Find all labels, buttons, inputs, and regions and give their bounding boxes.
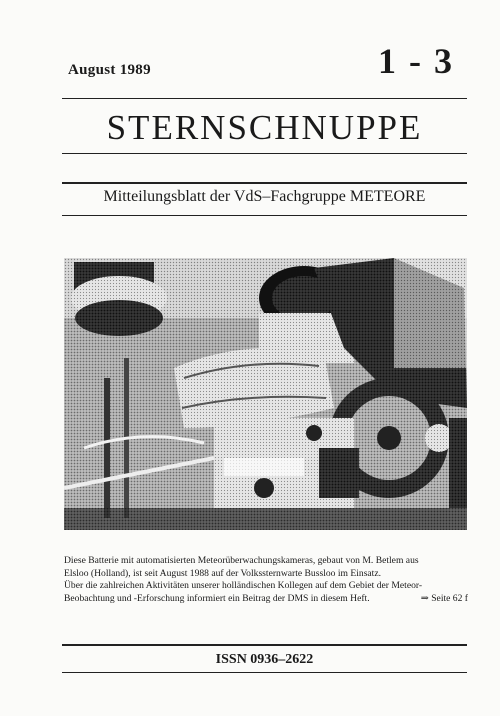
caption-line-3: Über die zahlreichen Aktivitäten unserer holländischen Kollegen auf dem Gebiet der Meteor- <box>64 580 423 591</box>
issn-number: ISSN 0936–2622 <box>215 652 314 667</box>
arrow-right-icon: ⇒ <box>420 592 429 604</box>
caption-line-2: Elsloo (Holland), ist seit August 1988 auf der Volkssternwarte Bussloo im Einsatz. <box>64 567 382 579</box>
issue-date: August 1989 <box>68 62 151 78</box>
issue-number: 1 - 3 <box>378 41 454 81</box>
photo-caption <box>64 555 468 605</box>
caption-line-1: Diese Batterie mit automatisierten Meteorüberwachungskameras, gebaut von M. Betlem aus <box>64 555 419 566</box>
page-reference <box>421 593 468 606</box>
caption-line-4-text: Beobachtung und -Erforschung informiert ein Beitrag der DMS in diesem Heft. <box>64 592 370 604</box>
page-reference-text: Seite 62 f <box>431 592 468 604</box>
caption-line-4 <box>64 593 468 606</box>
issn-top-rule <box>62 644 467 646</box>
top-rule <box>62 98 467 99</box>
title-rule <box>62 153 467 154</box>
issn-bottom-rule <box>62 672 467 673</box>
subtitle-bottom-rule <box>62 215 467 216</box>
cover-photo-meteor-cameras <box>64 258 467 530</box>
magazine-title: STERNSCHNUPPE <box>106 108 423 147</box>
subtitle-top-rule <box>62 182 467 184</box>
magazine-subtitle: Mitteilungsblatt der VdS–Fachgruppe METEORE <box>103 188 426 205</box>
